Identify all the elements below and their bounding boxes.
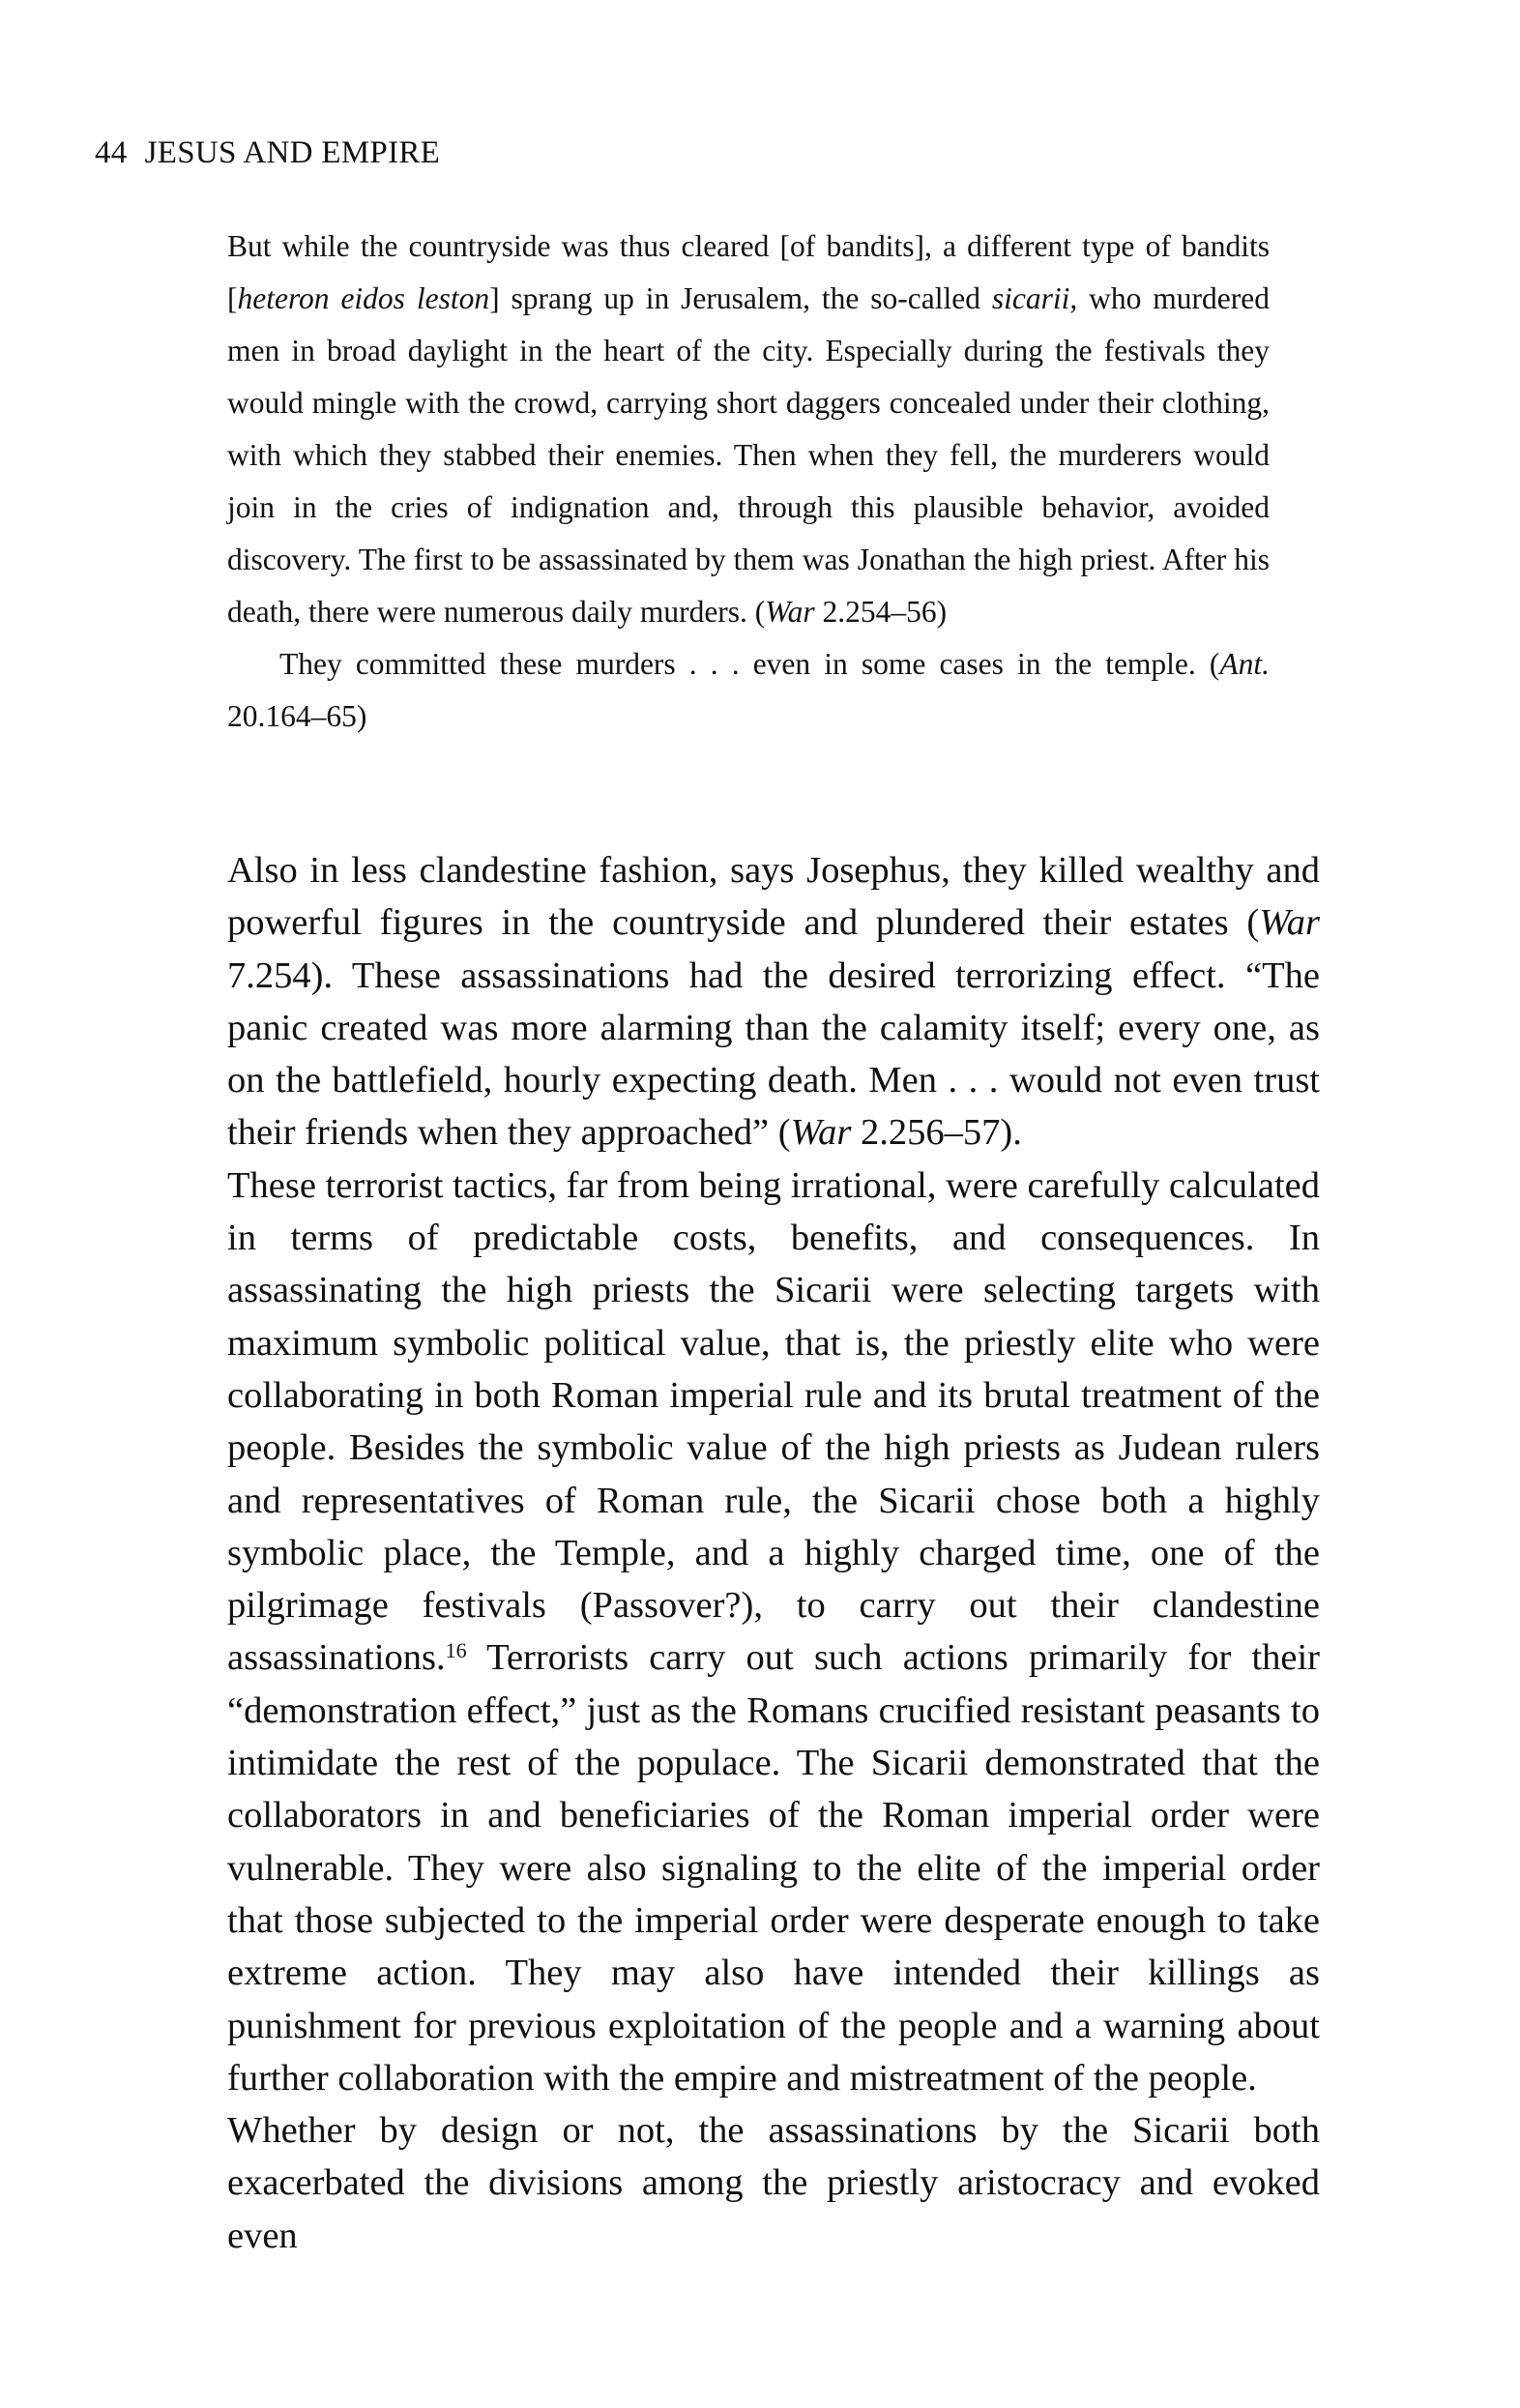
quote-paragraph-1: But while the countryside was thus cleared [of bandits], a different type of bandits [heteron eidos leston] sprang up in Jerusalem, the so-called sicarii, who murdered men in broad daylight in the heart of the city. Especially during the festivals they would mingle with the crowd, carrying short daggers concealed under their clothing, with which they stabbed their enemies. Then when they fell, the murderers would join in the cries of indignation and, through this plausible behavior, avoided discovery. The first to be assassinated by them was Jonathan the high priest. After his death, there were numerous daily murders. (War 2.254–56) [227, 229, 1270, 629]
body-paragraph-3: Whether by design or not, the assassinations by the Sicarii both exacerbated the divisions among the priestly aristocracy and evoked even [227, 2110, 1320, 2256]
running-head [95, 135, 440, 171]
block-quote [227, 220, 1270, 743]
quote-paragraph-2: They committed these murders . . . even in some cases in the temple. (Ant. 20.164–65) [227, 647, 1270, 733]
footnote-marker[interactable]: 16 [445, 1638, 467, 1663]
page-number: 44 [95, 135, 128, 170]
body-text [227, 844, 1320, 2262]
body-paragraph-2: These terrorist tactics, far from being irrational, were carefully calculated in terms of predictable costs, benefits, and consequences. In assassinating the high priests the Sicarii were selecting targets with maximum symbolic political value, that is, the priestly elite who were collaborating in both Roman imperial rule and its brutal treatment of the people. Besides the symbolic value of the high priests as Judean rulers and representatives of Roman rule, the Sicarii chose both a highly symbolic place, the Temple, and a highly charged time, one of the pilgrimage festivals (Passover?), to carry out their clandestine assassinations.$^{16}$ Terrorists carry out such actions primarily for their “demonstration effect,” just as the Romans crucified resistant peasants to intimidate the rest of the populace. The Sicarii demonstrated that the collaborators in and beneficiaries of the Roman imperial order were vulnerable. They were also signaling to the elite of the imperial order that those subjected to the imperial order were desperate enough to take extreme action. They may also have intended their killings as punishment for previous exploitation of the people and a warning about further collaboration with the empire and mistreatment of the people. [227, 1164, 1320, 2099]
body-paragraph-1: Also in less clandestine fashion, says Josephus, they killed wealthy and powerful figures in the countryside and plundered their estates (War 7.254). These assassinations had the desired terrorizing effect. “The panic created was more alarming than the calamity itself; every one, as on the battlefield, hourly expecting death. Men . . . would not even trust their friends when they approached” (War 2.256–57). [227, 850, 1320, 1154]
running-title: JESUS AND EMPIRE [144, 135, 441, 170]
